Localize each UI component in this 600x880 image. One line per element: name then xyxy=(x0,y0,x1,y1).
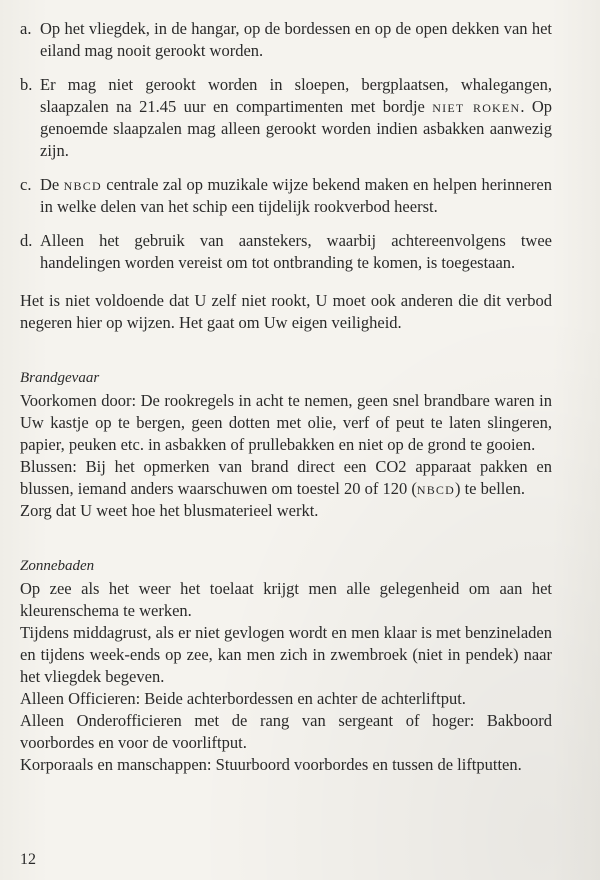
sunbathing-nco: Alleen Onderofficieren met de rang van sergeant of hoger: Bakboord voorbordes en voor de voorliftput. xyxy=(20,711,552,752)
rule-text xyxy=(40,174,552,218)
sunbathing-section xyxy=(20,556,552,776)
extinguish-text-part: ) te bellen. xyxy=(454,479,526,498)
rule-marker: d. xyxy=(20,231,33,250)
no-smoking-sign-text: niet roken xyxy=(432,97,521,116)
rule-text-part: De xyxy=(40,175,64,194)
rule-marker: c. xyxy=(20,175,32,194)
extinguish-text-part: Blussen: Bij het opmerken van brand direct een CO2 apparaat pakken en blussen, iemand anders waarschuwen om toestel 20 of 120 ( xyxy=(20,457,552,498)
rule-b xyxy=(20,74,552,162)
rule-c xyxy=(20,174,552,218)
rule-text xyxy=(40,74,552,162)
fire-prevention-text: Voorkomen door: De rookregels in acht te nemen, geen snel brandbare waren in Uw kastje op te bergen, geen dotten met olie, verf of peut te laten slingeren, papier, peuken etc. in asbakken of prullebakken en niet op de grond te gooien. xyxy=(20,391,552,454)
section-heading: Brandgevaar xyxy=(20,370,100,386)
rule-d xyxy=(20,230,552,274)
section-heading: Zonnebaden xyxy=(20,558,95,574)
rule-marker: b. xyxy=(20,75,33,94)
nbcd-abbreviation: nbcd xyxy=(416,479,455,498)
rule-text: Op het vliegdek, in de hangar, op de bordessen en op de open dekken van het eiland mag nooit gerookt worden. xyxy=(40,19,552,60)
rule-text: Alleen het gebruik van aanstekers, waarbij achtereenvolgens twee handelingen worden vereist om tot ontbranding te komen, is toegestaan. xyxy=(40,231,552,272)
rule-marker: a. xyxy=(20,19,32,38)
nbcd-abbreviation: nbcd xyxy=(63,175,102,194)
equipment-note: Zorg dat U weet hoe het blusmaterieel werkt. xyxy=(20,501,319,520)
sunbathing-crew: Korporaals en manschappen: Stuurboord voorbordes en tussen de liftputten. xyxy=(20,755,522,774)
fire-hazard-section xyxy=(20,368,552,522)
rule-text-part: centrale zal op muzikale wijze bekend maken en helpen herinneren in welke delen van het schip een tijdelijk rookverbod heerst. xyxy=(40,175,552,216)
fire-extinguish-text xyxy=(20,456,552,500)
page-number: 12 xyxy=(20,851,36,868)
smoking-rules-list xyxy=(20,18,552,274)
rule-a xyxy=(20,18,552,62)
rule-text-part: Er mag niet gerookt worden in sloepen, bergplaatsen, whalegangen, slaapzalen na 21.45 uur en compartimenten met bordje xyxy=(40,75,552,116)
closing-paragraph: Het is niet voldoende dat U zelf niet rookt, U moet ook anderen die dit verbod negeren hier op wijzen. Het gaat om Uw eigen veiligheid. xyxy=(20,291,552,332)
rule-text-part: . Op genoemde slaapzalen mag alleen gerookt worden indien asbakken aanwezig zijn. xyxy=(40,97,553,160)
sunbathing-officers: Alleen Officieren: Beide achterbordessen en achter de achterliftput. xyxy=(20,689,466,708)
sunbathing-rest-period: Tijdens middagrust, als er niet gevlogen wordt en men klaar is met benzineladen en tijdens week-ends op zee, kan men zich in zwembroek (niet in pendek) naar het vliegdek begeven. xyxy=(20,623,552,686)
sunbathing-intro: Op zee als het weer het toelaat krijgt men alle gelegenheid om aan het kleurenschema te werken. xyxy=(20,579,552,620)
